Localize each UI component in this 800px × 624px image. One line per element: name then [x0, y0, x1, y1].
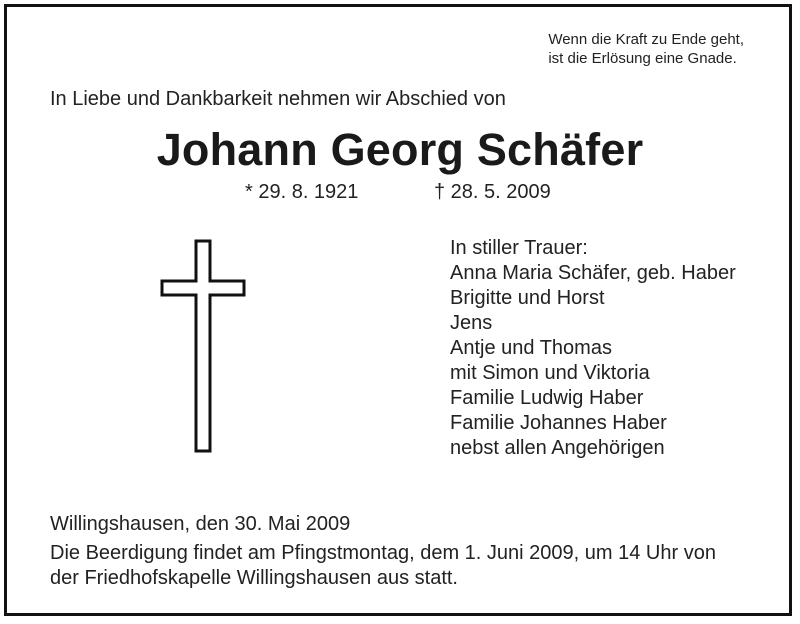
funeral-info	[50, 541, 716, 591]
intro-text: In Liebe und Dankbarkeit nehmen wir Abschied von	[50, 88, 506, 110]
mourner-name: nebst allen Angehörigen	[450, 437, 665, 459]
motto-quote	[548, 30, 744, 68]
mourner-name: Brigitte und Horst	[450, 287, 605, 309]
mourner-name: mit Simon und Viktoria	[450, 362, 650, 384]
mourners-heading: In stiller Trauer:	[450, 237, 588, 259]
deceased-name: Johann Georg Schäfer	[156, 124, 644, 175]
birth-date: * 29. 8. 1921	[245, 181, 359, 203]
motto-line-1: Wenn die Kraft zu Ende geht,	[548, 31, 744, 48]
funeral-line-2: der Friedhofskapelle Willingshausen aus statt.	[50, 567, 458, 589]
cross-icon	[159, 239, 247, 453]
mourner-name: Familie Ludwig Haber	[450, 387, 644, 409]
mourner-name: Antje und Thomas	[450, 337, 612, 359]
motto-line-2: ist die Erlösung eine Gnade.	[548, 50, 737, 67]
place-and-date: Willingshausen, den 30. Mai 2009	[50, 513, 351, 535]
funeral-line-1: Die Beerdigung findet am Pfingstmontag, dem 1. Juni 2009, um 14 Uhr von	[50, 542, 716, 564]
mourner-name: Jens	[450, 312, 493, 334]
mourner-name: Anna Maria Schäfer, geb. Haber	[450, 262, 736, 284]
mourner-name: Familie Johannes Haber	[450, 412, 667, 434]
death-date: † 28. 5. 2009	[434, 181, 551, 203]
mourners-list	[450, 236, 736, 461]
